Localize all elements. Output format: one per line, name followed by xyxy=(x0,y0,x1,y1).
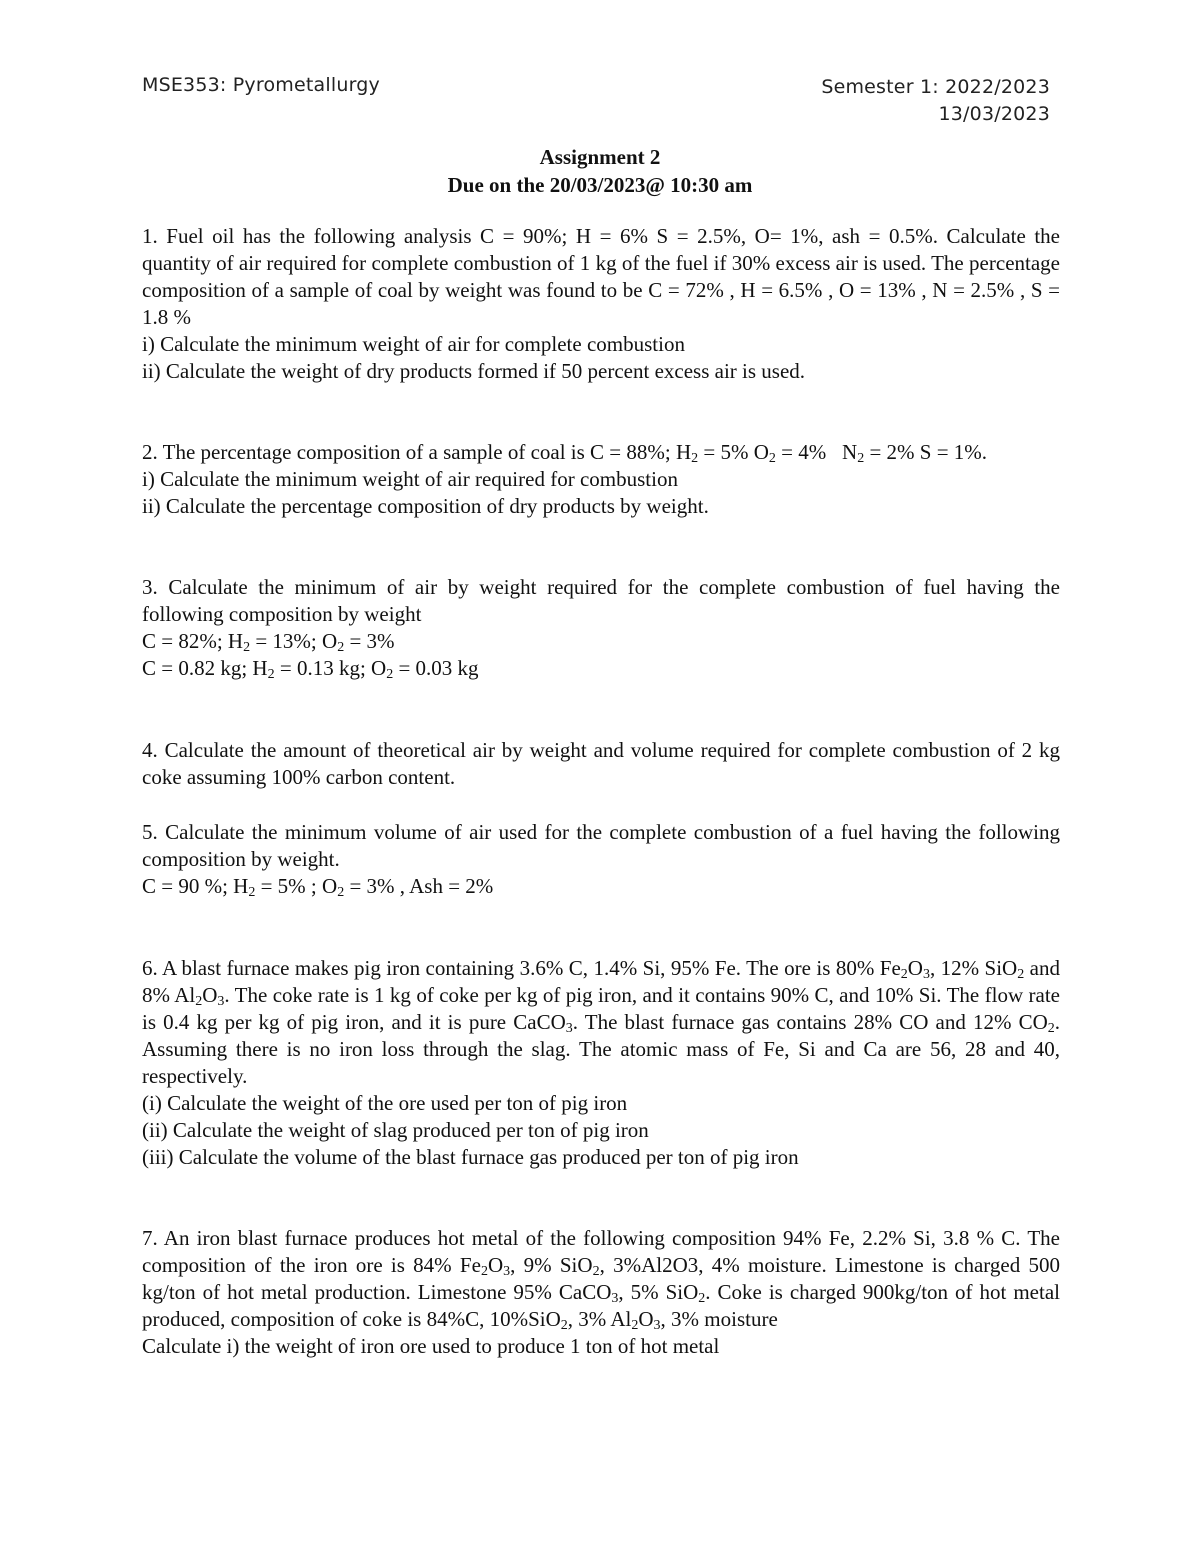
question-7-text: 7. An iron blast furnace produces hot metal of the following composition 94% Fe, 2.2% Si, 3.8 % C. The composition of the iron ore is 84% $Fe_2O_3$, 9% SiO$_2$, 3%Al2O3, 4% moisture. Limestone is charged 500 kg/ton of hot metal production. Limestone 95% CaCO$_3$, 5% SiO$_2$. Coke is charged 900kg/ton of hot metal produced, composition of coke is 84%C, 10%SiO$_2$, 3% $Al_2O_3$, 3% moisture xyxy=(142,1226,1060,1333)
header-right xyxy=(821,74,1050,128)
question-6-part-iii: (iii) Calculate the volume of the blast furnace gas produced per ton of pig iron xyxy=(142,1145,799,1169)
question-6-text: 6. A blast furnace makes pig iron containing 3.6% C, 1.4% Si, 95% Fe. The ore is 80% $Fe_2O_3$, 12% SiO$_2$ and 8% $Al_2O_3$. The coke rate is 1 kg of coke per kg of pig iron, and it contains 90% C, and 10% Si. The flow rate is 0.4 kg per kg of pig iron, and it is pure CaCO$_3$. The blast furnace gas contains 28% CO and 12% $CO_2$. Assuming there is no iron loss through the slag. The atomic mass of Fe, Si and Ca are 56, 28 and 40, respectively. xyxy=(142,956,1060,1088)
question-7 xyxy=(142,1225,1060,1360)
spacer xyxy=(142,791,1060,819)
spacer xyxy=(142,682,1060,737)
semester-label: Semester 1: 2022/2023 xyxy=(821,76,1050,98)
question-6-part-ii: (ii) Calculate the weight of slag produced per ton of pig iron xyxy=(142,1118,649,1142)
header-date: 13/03/2023 xyxy=(938,103,1050,125)
question-6-part-i: (i) Calculate the weight of the ore used per ton of pig iron xyxy=(142,1091,628,1115)
question-6 xyxy=(142,955,1060,1171)
question-2-part-ii: ii) Calculate the percentage composition of dry products by weight. xyxy=(142,494,709,518)
question-3-composition-percent: C = 82%; $H_2 = 13\%$; $O_2 = 3\%$ xyxy=(142,629,395,655)
question-3-text: 3. Calculate the minimum of air by weight required for the complete combustion of fuel having the following composition by weight xyxy=(142,575,1060,626)
title-line: Assignment 2 xyxy=(539,145,661,169)
spacer xyxy=(142,1171,1060,1225)
due-date-line: Due on the 20/03/2023@ 10:30 am xyxy=(447,173,753,197)
question-1-part-i: i) Calculate the minimum weight of air for complete combustion xyxy=(142,332,685,356)
question-4-text: 4. Calculate the amount of theoretical air by weight and volume required for complete combustion of 2 kg coke assuming 100% carbon content. xyxy=(142,738,1060,789)
questions-body xyxy=(142,223,1060,1360)
question-1-text: 1. Fuel oil has the following analysis C = 90%; H = 6% S = 2.5%, O= 1%, ash = 0.5%. Calculate the quantity of air required for complete combustion of 1 kg of the fuel if 30% excess air is used. The percentage composition of a sample of coal by weight was found to be C = 72% , H = 6.5% , O = 13% , N = 2.5% , S = 1.8 % xyxy=(142,224,1060,329)
question-3 xyxy=(142,574,1060,682)
question-4 xyxy=(142,737,1060,791)
course-name: MSE353: Pyrometallurgy xyxy=(142,74,380,96)
question-1 xyxy=(142,223,1060,385)
spacer xyxy=(142,900,1060,955)
question-5-composition: C = 90 %; $H_2 = 5\%$ ; $O_2 = 3\%$ , Ash = 2% xyxy=(142,874,494,900)
question-1-part-ii: ii) Calculate the weight of dry products formed if 50 percent excess air is used. xyxy=(142,359,806,383)
question-3-composition-kg: C = 0.82 kg; $H_2 = 0.13$ kg; $O_2 = 0.03$ kg xyxy=(142,656,479,682)
question-7-part-i: Calculate i) the weight of iron ore used to produce 1 ton of hot metal xyxy=(142,1334,720,1358)
question-5 xyxy=(142,819,1060,900)
spacer xyxy=(142,520,1060,574)
assignment-title xyxy=(0,143,1200,199)
question-2-part-i: i) Calculate the minimum weight of air required for combustion xyxy=(142,467,678,491)
question-2 xyxy=(142,439,1060,520)
question-2-text: 2. The percentage composition of a sample of coal is C = 88%; $H_2 = 5\%$ $O_2 = 4\%$ $N_2 = 2\%$ S = 1%. xyxy=(142,440,988,466)
spacer xyxy=(142,385,1060,439)
question-5-text: 5. Calculate the minimum volume of air used for the complete combustion of a fuel having the following composition by weight. xyxy=(142,820,1060,871)
